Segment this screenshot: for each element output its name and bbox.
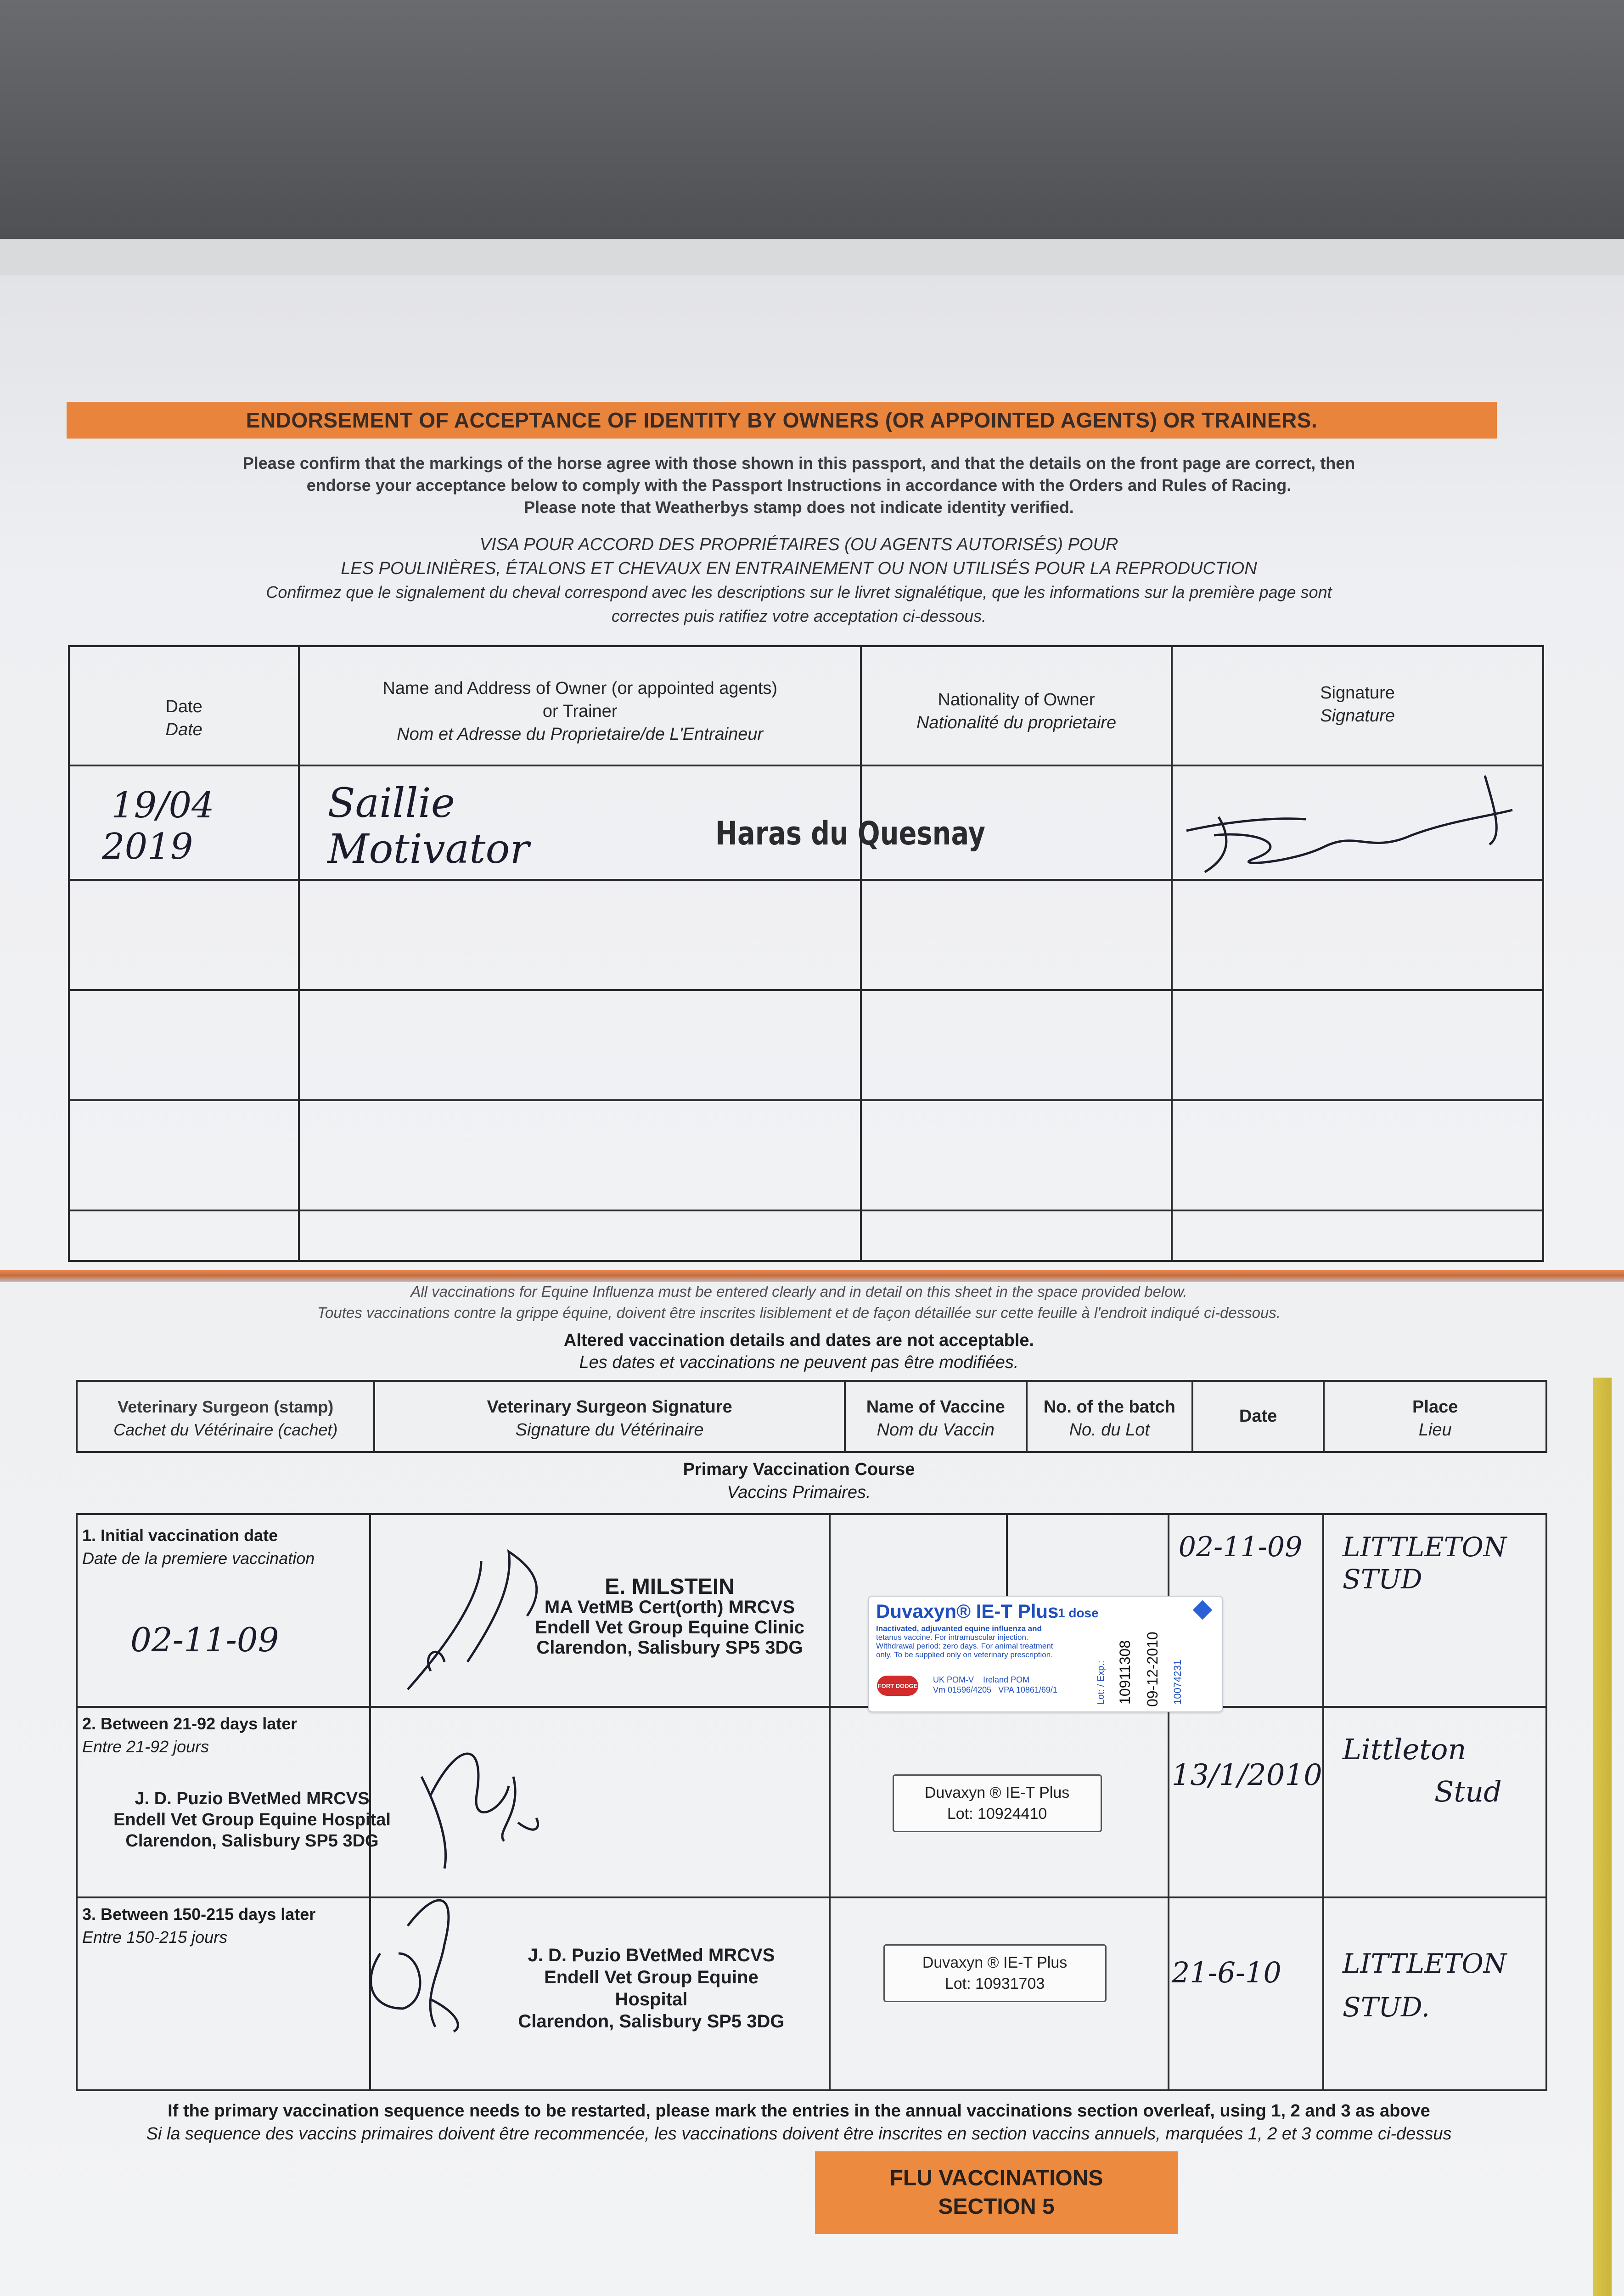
header-date (69, 646, 299, 765)
handwritten-date: 02-11-09 (130, 1621, 279, 1659)
place-line: LITTLETON (1342, 1531, 1507, 1563)
altered-en: Altered vaccination details and dates are not acceptable. (563, 1331, 1034, 1350)
vaccine-batch-cell (830, 1707, 1169, 1897)
vet-stamp (509, 1944, 793, 2032)
handwritten-name: Motivator (327, 825, 529, 872)
header-text: Veterinary Surgeon (stamp) (118, 1397, 334, 1416)
sticker-desc-line: Inactivated, adjuvanted equine influenza and (876, 1624, 1042, 1633)
stamp-cell (77, 1897, 370, 2090)
handwritten-name: Saillie (327, 779, 455, 827)
vaccination-date: 21-6-10 (1171, 1956, 1281, 1989)
header-text: Veterinary Surgeon Signature (487, 1397, 732, 1417)
instruction-line: LES POULINIÈRES, ÉTALONS ET CHEVAUX EN ENTRAINEMENT OU NON UTILISÉS POUR LA REPRODUCTION (341, 559, 1257, 578)
sticker-reg: VPA 10861/69/1 (998, 1685, 1057, 1694)
row-label-fr: Entre 21-92 jours (82, 1737, 209, 1756)
sticker-title: Duvaxyn® IE-T Plus (876, 1600, 1059, 1622)
empty-cell (1172, 880, 1543, 990)
empty-cell (861, 1100, 1172, 1210)
stamp-line: Endell Vet Group Equine Clinic (535, 1617, 804, 1638)
header-batch (1027, 1381, 1192, 1452)
header-text: Nom et Adresse du Proprietaire/de L'Entraineur (397, 725, 764, 744)
stamp-line: Endell Vet Group Equine Hospital (544, 1967, 759, 2009)
vet-signature-image (353, 1862, 500, 2036)
sticker-description (876, 1624, 1092, 1659)
signature-cell (370, 1897, 829, 2090)
sticker-regulatory (933, 1675, 1057, 1695)
header-text: No. of the batch (1043, 1397, 1175, 1417)
page-fold (0, 1270, 1624, 1282)
vet-stamp (110, 1788, 394, 1851)
endorsement-table (68, 645, 1544, 1262)
empty-cell (1172, 1100, 1543, 1210)
instruction-line: Please confirm that the markings of the horse agree with those shown in this passport, and that the details on the front page are correct, then (242, 454, 1355, 473)
restart-note-en: If the primary vaccination sequence needs to be restarted, please mark the entries in the annual vaccinations section overleaf, using 1, 2 and 3 as above (168, 2101, 1430, 2121)
vaccination-row-3 (77, 1897, 1546, 2090)
header-signature (1172, 646, 1543, 765)
table-row (69, 990, 1543, 1100)
place-line: LITTLETON (1342, 1948, 1507, 1979)
signature-cell (1172, 765, 1543, 880)
vaccination-date: 13/1/2010 (1171, 1758, 1322, 1792)
table-row (69, 1210, 1543, 1261)
stamp-line: J. D. Puzio BVetMed MRCVS (135, 1789, 370, 1808)
header-text: Date (165, 697, 202, 716)
header-text: Date (1239, 1407, 1277, 1426)
section-label (815, 2151, 1178, 2234)
empty-cell (861, 880, 1172, 990)
vaccine-lot: Lot: 10924410 (947, 1805, 1047, 1823)
date-cell (1169, 1897, 1323, 2090)
header-text: Name and Address of Owner (or appointed agents) (382, 679, 778, 698)
stamp-line: Clarendon, Salisbury SP5 3DG (536, 1638, 803, 1658)
primary-vaccination-table (76, 1513, 1547, 2091)
restart-note (92, 2099, 1506, 2145)
vaccine-sticker (868, 1596, 1223, 1712)
place-cell (1323, 1514, 1546, 1707)
vaccination-row-1 (77, 1514, 1546, 1707)
empty-cell (299, 1210, 861, 1261)
empty-cell (69, 990, 299, 1100)
instruction-line: VISA POUR ACCORD DES PROPRIÉTAIRES (OU AGENTS AUTORISÉS) POUR (479, 535, 1118, 554)
instruction-line: correctes puis ratifiez votre acceptation ci-dessous. (611, 607, 987, 625)
vaccine-name: Duvaxyn ® IE-T Plus (924, 1784, 1070, 1801)
row-label: 1. Initial vaccination date (82, 1526, 278, 1545)
empty-cell (299, 990, 861, 1100)
stamp-line: Clarendon, Salisbury SP5 3DG (518, 2011, 785, 2032)
stamp-line: E. MILSTEIN (605, 1575, 735, 1599)
owner-stamp: Haras du Quesnay (715, 815, 986, 852)
note-line: All vaccinations for Equine Influenza must be entered clearly and in detail on this sheet in the space provided below. (410, 1283, 1187, 1300)
header-text: Name of Vaccine (866, 1397, 1005, 1417)
vaccine-label (883, 1944, 1107, 2002)
vaccine-label (893, 1774, 1102, 1832)
vaccination-row-2 (77, 1707, 1546, 1897)
place-line: Littleton (1342, 1733, 1467, 1766)
table-row (69, 765, 1543, 880)
endorsement-instructions-en (92, 452, 1506, 518)
vaccine-lot: Lot: 10931703 (944, 1975, 1045, 1992)
sticker-code: 10074231 (1172, 1660, 1183, 1705)
instruction-line: Please note that Weatherbys stamp does not indicate identity verified. (524, 498, 1074, 517)
endorsement-banner (67, 402, 1497, 439)
course-fr: Vaccins Primaires. (727, 1483, 871, 1502)
instruction-line: endorse your acceptance below to comply with the Passport Instructions in accordance with the Orders and Rules of Racing. (306, 476, 1292, 495)
header-text: Place (1412, 1397, 1458, 1417)
header-text: Date (165, 720, 202, 739)
altered-notice (92, 1329, 1506, 1373)
header-text: No. du Lot (1069, 1420, 1150, 1440)
place-cell (1323, 1897, 1546, 2090)
header-text: Signature (1320, 683, 1395, 703)
sticker-desc-line: tetanus vaccine. For intramuscular injection. (876, 1633, 1028, 1642)
table-row (69, 880, 1543, 990)
row-label: 3. Between 150-215 days later (82, 1905, 316, 1924)
empty-cell (69, 1210, 299, 1261)
instruction-line: Confirmez que le signalement du cheval correspond avec les descriptions sur le livret signalétique, que les informations sur la première page sont (266, 583, 1332, 602)
signature-cell (370, 1514, 829, 1707)
stamp-cell (77, 1514, 370, 1707)
sticker-dose: 1 dose (1058, 1606, 1099, 1620)
place-cell (1323, 1707, 1546, 1897)
header-text: Lieu (1418, 1420, 1452, 1440)
name-cell (299, 765, 986, 880)
section-label-line: FLU VACCINATIONS (889, 2166, 1103, 2190)
stamp-line: Clarendon, Salisbury SP5 3DG (125, 1831, 379, 1851)
sticker-reg: Vm 01596/4205 (933, 1685, 992, 1694)
header-text: Cachet du Vétérinaire (cachet) (113, 1420, 338, 1439)
handwritten-year: 2019 (102, 826, 193, 867)
altered-fr: Les dates et vaccinations ne peuvent pas être modifiées. (579, 1353, 1019, 1372)
restart-note-fr: Si la sequence des vaccins primaires doivent être recommencée, les vaccinations doivent être inscrites en section vaccins annuels, marquées 1, 2 et 3 comme ci-dessus (146, 2124, 1452, 2144)
stamp-line: J. D. Puzio BVetMed MRCVS (528, 1945, 775, 1965)
place-line: STUD (1342, 1564, 1422, 1595)
header-text: Nationalité du proprietaire (916, 713, 1117, 732)
date-cell (69, 765, 299, 880)
vaccination-header-table (76, 1380, 1547, 1453)
row-label-fr: Entre 150-215 jours (82, 1928, 228, 1947)
table-row (69, 1100, 1543, 1210)
sticker-lot: 10911308 (1117, 1640, 1133, 1705)
handwritten-day: 19/04 (111, 785, 214, 826)
header-text: Signature du Vétérinaire (515, 1420, 704, 1440)
header-vet-signature (374, 1381, 844, 1452)
vaccination-notes (92, 1281, 1506, 1323)
stamp-line: MA VetMB Cert(orth) MRCVS (544, 1597, 795, 1617)
empty-cell (861, 990, 1172, 1100)
empty-cell (861, 1210, 1172, 1261)
row-label-fr: Date de la premiere vaccination (82, 1549, 315, 1568)
sticker-lot-exp-label: Lot: / Exp.: (1096, 1660, 1106, 1705)
vaccination-date: 02-11-09 (1178, 1531, 1303, 1563)
empty-cell (299, 1100, 861, 1210)
empty-cell (69, 1100, 299, 1210)
header-text: Signature (1320, 706, 1395, 726)
header-vet-stamp (77, 1381, 374, 1452)
vaccine-name: Duvaxyn ® IE-T Plus (922, 1954, 1068, 1971)
corner-arrow-icon (1193, 1600, 1212, 1620)
primary-course-heading (92, 1458, 1506, 1504)
empty-cell (69, 880, 299, 990)
header-text: or Trainer (542, 702, 618, 721)
stamp-line: Endell Vet Group Equine Hospital (113, 1810, 391, 1829)
sticker-expiry: 09-12-2010 (1144, 1632, 1161, 1707)
place-line: Stud (1434, 1775, 1502, 1808)
date-cell (1169, 1707, 1323, 1897)
stamp-cell (77, 1707, 391, 1897)
course-en: Primary Vaccination Course (683, 1460, 915, 1479)
empty-cell (1172, 1210, 1543, 1261)
header-nationality (861, 646, 1172, 765)
fort-dodge-logo: FORT DODGE (877, 1676, 918, 1696)
sticker-desc-line: only. To be supplied only on veterinary prescription. (876, 1650, 1053, 1659)
place-line: STUD. (1342, 1992, 1430, 2023)
header-text: Nom du Vaccin (877, 1420, 995, 1440)
header-text: Nationality of Owner (938, 690, 1095, 709)
owner-signature-image (1173, 766, 1540, 877)
vaccine-batch-cell (830, 1897, 1169, 2090)
header-place (1324, 1381, 1546, 1452)
header-date (1192, 1381, 1324, 1452)
row-label: 2. Between 21-92 days later (82, 1714, 298, 1733)
sticker-desc-line: Withdrawal period: zero days. For animal treatment (876, 1642, 1053, 1650)
empty-cell (1172, 990, 1543, 1100)
sticker-reg: Ireland POM (983, 1675, 1030, 1684)
sticker-reg: UK POM-V (933, 1675, 974, 1684)
endorsement-instructions-fr (92, 533, 1506, 628)
header-vaccine-name (845, 1381, 1027, 1452)
note-line: Toutes vaccinations contre la grippe équine, doivent être inscrites lisiblement et de façon détaillée sur cette feuille à l'endroit indiqué ci-dessous. (317, 1304, 1281, 1321)
section-label-line: SECTION 5 (938, 2195, 1055, 2219)
header-name (299, 646, 861, 765)
vet-stamp (523, 1577, 816, 1658)
endorsement-banner-text: ENDORSEMENT OF ACCEPTANCE OF IDENTITY BY OWNERS (OR APPOINTED AGENTS) OR TRAINERS. (246, 408, 1318, 432)
empty-cell (299, 880, 861, 990)
page-edge (1593, 1378, 1612, 2296)
